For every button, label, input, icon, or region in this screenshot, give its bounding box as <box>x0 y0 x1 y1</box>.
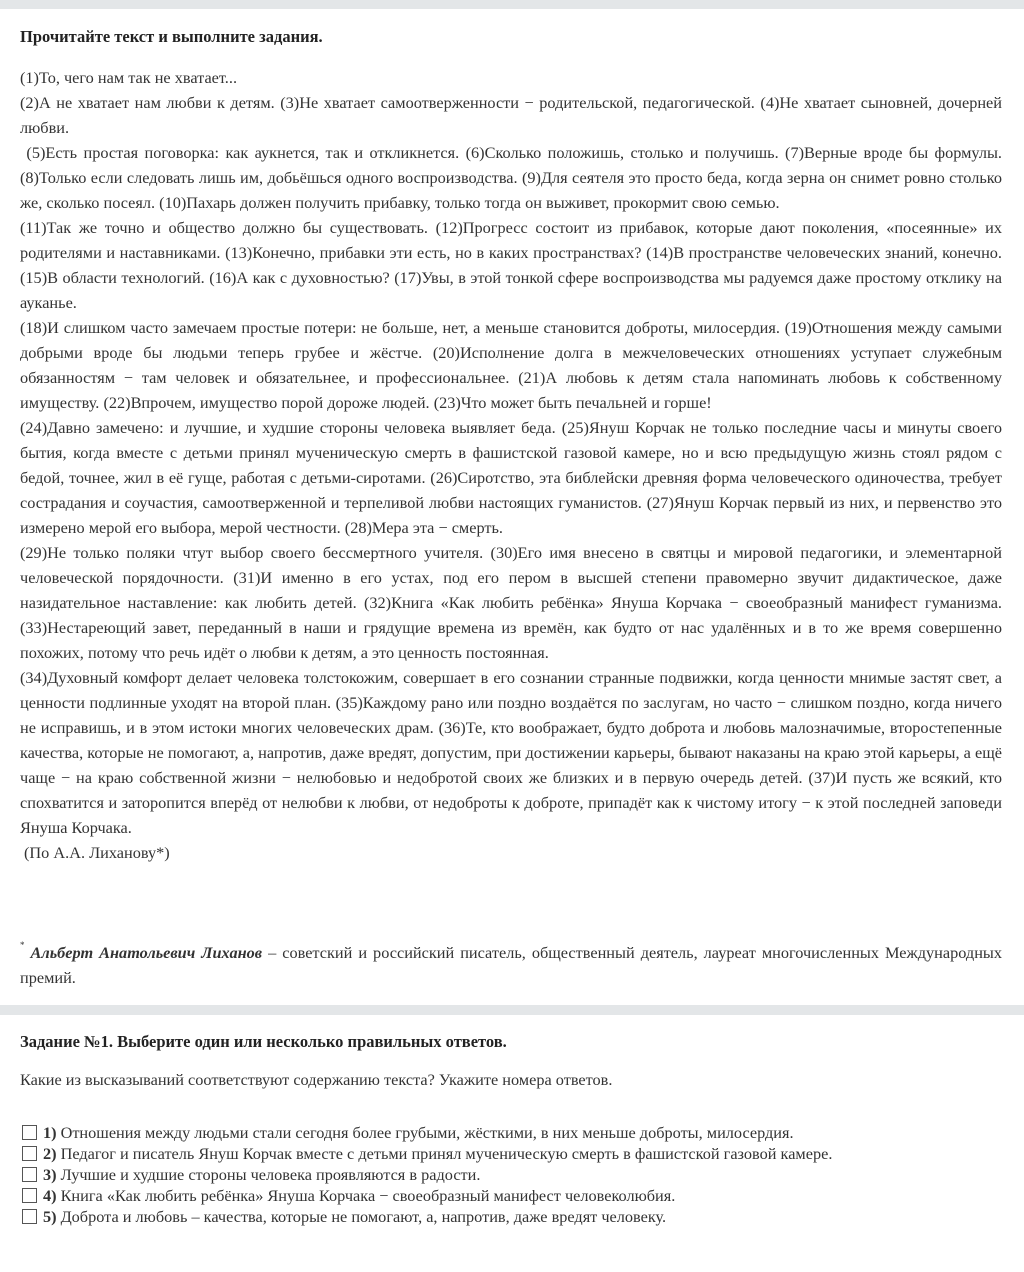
paragraph: (34)Духовный комфорт делает человека толстокожим, совершает в его сознании странные подвижки, когда ценности мнимые застят свет, а ценности подлинные уходят на второй план. (35)Каждому рано или поздно воздаётся по заслугам, но часто − слишком поздно, когда ничего не исправишь, и в этом истоки многих человеческих драм. (36)Те, кто воображает, будто доброта и любовь малозначимые, второстепенные качества, которые не помогают, а, напротив, даже вредят, допустим, при достижении карьеры, бывают наказаны на краю этой карьеры, а ещё чаще − на краю собственной жизни − нелюбовью и недобротой своих же близких и в первую очередь детей. (37)И пусть же всякий, кто спохватится и заторопится вперёд от нелюбви к любви, от недоброты к доброте, припадёт как к чистому итогу − к этой последней заповеди Януша Корчака. <box>20 668 1002 837</box>
answer-checkbox[interactable] <box>22 1125 37 1140</box>
top-bar <box>0 0 1024 9</box>
option-text: Книга «Как любить ребёнка» Януша Корчака − своеобразный манифест человеколюбия. <box>60 1185 676 1205</box>
paragraph: (29)Не только поляки чтут выбор своего бессмертного учителя. (30)Его имя внесено в святцы и мировой педагогики, и элементарной человеческой порядочности. (31)И именно в его устах, под его пером в высшей степени правомерно звучит дидактическое, даже назидательное наставление: как любить детей. (32)Книга «Как любить ребёнка» Януша Корчака − своеобразный манифест гуманизма. (33)Нестареющий завет, переданный в наши и грядущие времена из времён, как будто от нас удалённых и в то же время совершенно похожих, потому что речь идёт о любви к детям, а это ценность постоянная. <box>20 543 1002 662</box>
task-title: Задание №1. Выберите один или несколько правильных ответов. <box>20 1032 507 1051</box>
option-number: 1) <box>43 1122 57 1142</box>
page-title: Прочитайте текст и выполните задания. <box>20 27 323 46</box>
option-number: 3) <box>43 1164 57 1184</box>
footnote-mark: * <box>20 940 25 950</box>
reading-text <box>20 65 1002 865</box>
option-number: 4) <box>43 1185 57 1205</box>
paragraph: (2)А не хватает нам любви к детям. (3)Не хватает самоотверженности − родительской, педагогической. (4)Не хватает сыновней, дочерней любви. <box>20 93 1002 137</box>
task-question: Какие из высказываний соответствуют содержанию текста? Укажите номера ответов. <box>20 1070 613 1089</box>
answer-checkbox[interactable] <box>22 1188 37 1203</box>
answer-options <box>22 1122 832 1227</box>
option-text: Лучшие и худшие стороны человека проявляются в радости. <box>60 1164 481 1184</box>
answer-option[interactable] <box>22 1164 832 1185</box>
answer-checkbox[interactable] <box>22 1209 37 1224</box>
paragraph: (24)Давно замечено: и лучшие, и худшие стороны человека выявляет беда. (25)Януш Корчак не только последние часы и минуты своего бытия, когда вместе с детьми принял мученическую смерть в фашистской газовой камере, но и всю предыдущую жизнь стоял рядом с бедой, точнее, жил в её гуще, работая с детьми-сиротами. (26)Сиротство, эта библейски древняя форма человеческого одиночества, требует сострадания и соучастия, самоотверженной и терпеливой любви настоящих гуманистов. (27)Януш Корчак первый из них, и первенство это измерено мерой его выбора, мерой честности. (28)Мера эта − смерть. <box>20 418 1002 537</box>
option-text: Доброта и любовь – качества, которые не помогают, а, напротив, даже вредят человеку. <box>60 1206 667 1226</box>
paragraph: (1)То, чего нам так не хватает... <box>20 68 238 87</box>
answer-option[interactable] <box>22 1206 832 1227</box>
footnote <box>20 940 1002 990</box>
option-text: Педагог и писатель Януш Корчак вместе с детьми принял мученическую смерть в фашистской газовой камере. <box>60 1143 833 1163</box>
answer-checkbox[interactable] <box>22 1167 37 1182</box>
paragraph: (18)И слишком часто замечаем простые потери: не больше, нет, а меньше становится доброты, милосердия. (19)Отношения между самыми добрыми вроде бы людьми теперь грубее и жёстче. (20)Исполнение долга в межчеловеческих отношениях уступает служебным обязанностям − там человек и обязательнее, и профессиональнее. (21)А любовь к детям стала напоминать любовь к собственному имуществу. (22)Впрочем, имущество порой дороже людей. (23)Что может быть печальней и горше! <box>20 318 1002 412</box>
footnote-text: – советский и российский писатель, общественный деятель, лауреат многочисленных Международных премий. <box>20 943 1002 987</box>
footnote-author: Альберт Анатольевич Лиханов <box>30 943 263 962</box>
answer-option[interactable] <box>22 1185 832 1206</box>
text-source: (По А.А. Лиханову*) <box>24 843 170 862</box>
option-text: Отношения между людьми стали сегодня более грубыми, жёсткими, в них меньше доброты, милосердия. <box>60 1122 794 1142</box>
section-divider <box>0 1005 1024 1015</box>
paragraph: (11)Так же точно и общество должно бы существовать. (12)Прогресс состоит из прибавок, которые дают поколения, «посеянные» их родителями и наставниками. (13)Конечно, прибавки эти есть, но в каких пространствах? (14)В пространстве человеческих знаний, конечно. (15)В области технологий. (16)А как с духовностью? (17)Увы, в этой тонкой сфере воспроизводства мы радуемся даже простому отклику на ауканье. <box>20 218 1002 312</box>
answer-option[interactable] <box>22 1143 832 1164</box>
paragraph: (5)Есть простая поговорка: как аукнется, так и откликнется. (6)Сколько положишь, столько и получишь. (7)Верные вроде бы формулы. (8)Только если следовать лишь им, добьёшься одного воспроизводства. (9)Для сеятеля это просто беда, когда зерна он снимет ровно столько же, сколько посеял. (10)Пахарь должен получить прибавку, только тогда он выживет, прокормит свою семью. <box>20 143 1002 212</box>
option-number: 2) <box>43 1143 57 1163</box>
answer-option[interactable] <box>22 1122 832 1143</box>
answer-checkbox[interactable] <box>22 1146 37 1161</box>
option-number: 5) <box>43 1206 57 1226</box>
